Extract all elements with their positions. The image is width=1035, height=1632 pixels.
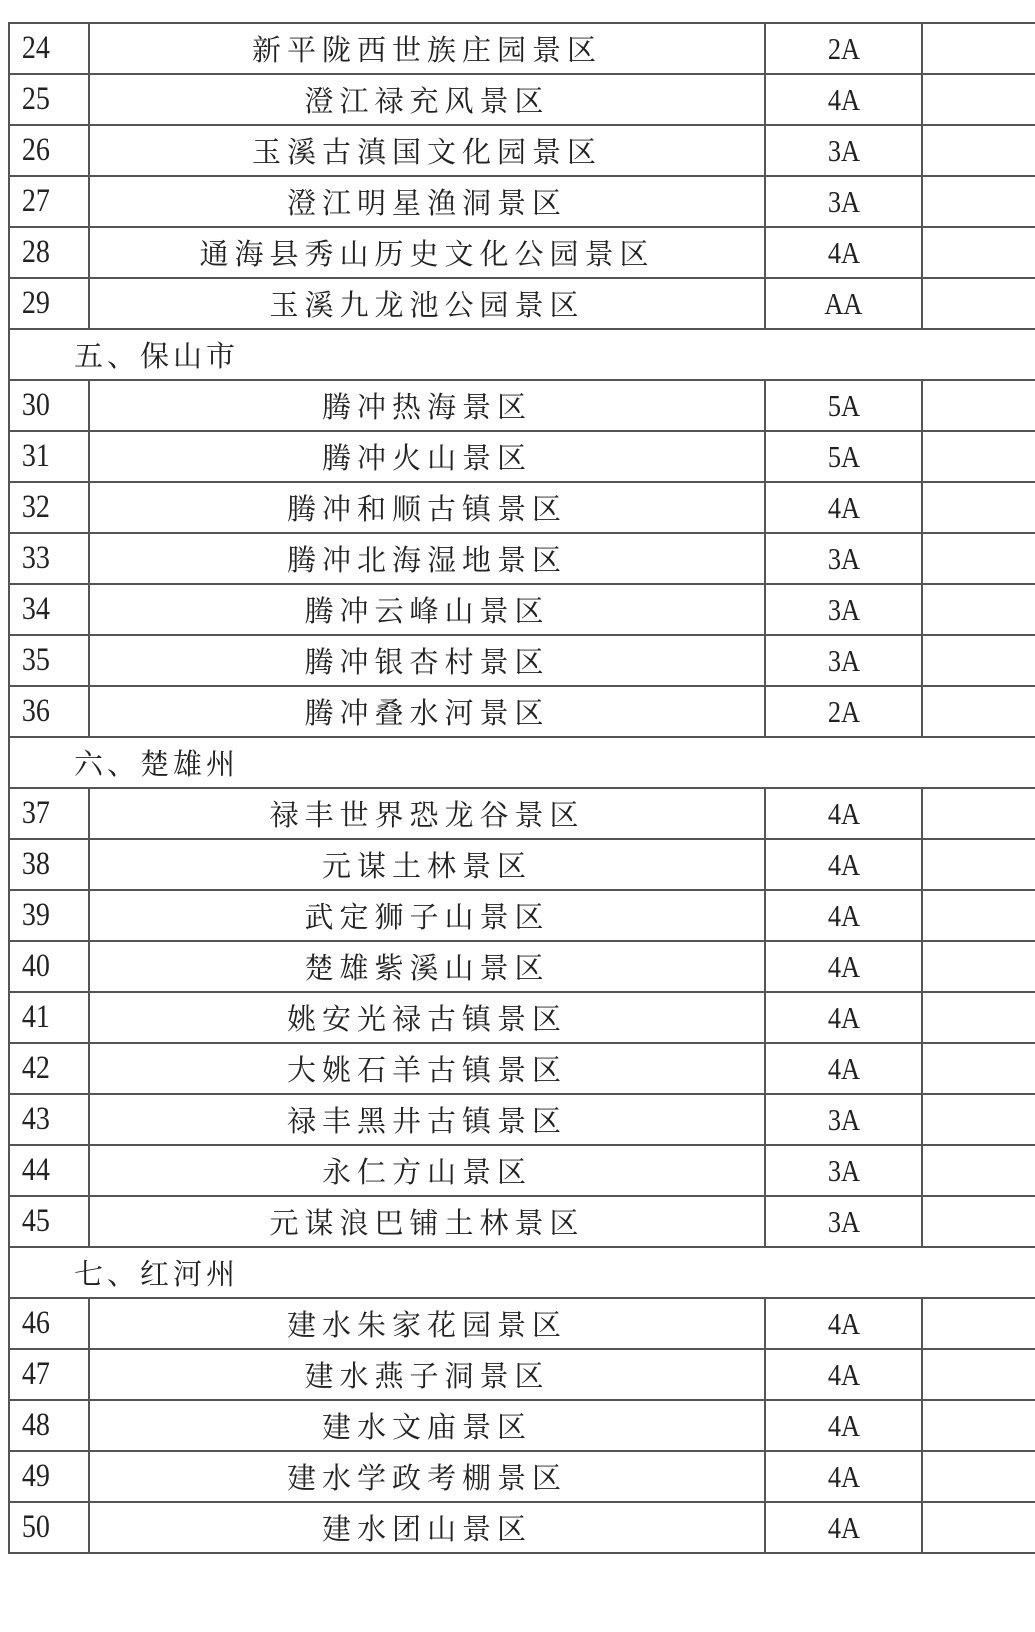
grade-cell	[765, 278, 922, 329]
empty-cell	[922, 1043, 1035, 1094]
number-cell	[9, 380, 89, 431]
number-cell	[9, 635, 89, 686]
empty-cell	[922, 1451, 1035, 1502]
row-number: 40	[21, 948, 50, 984]
row-number: 31	[21, 438, 50, 474]
table-row	[9, 176, 1035, 227]
row-number: 24	[21, 30, 50, 66]
grade-cell	[765, 482, 922, 533]
row-number: 48	[21, 1407, 50, 1443]
empty-cell	[922, 1502, 1035, 1553]
table-row	[9, 890, 1035, 941]
grade-cell	[765, 890, 922, 941]
row-number: 45	[21, 1203, 50, 1239]
number-cell	[9, 176, 89, 227]
number-cell	[9, 992, 89, 1043]
table-row	[9, 992, 1035, 1043]
row-number: 34	[21, 591, 50, 627]
table-row	[9, 533, 1035, 584]
scenic-name: 大姚石羊古镇景区	[89, 1043, 765, 1094]
scenic-name: 腾冲火山景区	[89, 431, 765, 482]
empty-cell	[922, 635, 1035, 686]
row-number: 47	[21, 1356, 50, 1392]
grade-cell	[765, 176, 922, 227]
grade-cell	[765, 1145, 922, 1196]
grade-cell	[765, 1349, 922, 1400]
scenic-name: 元谋土林景区	[89, 839, 765, 890]
row-number: 33	[21, 540, 50, 576]
row-number: 26	[21, 132, 50, 168]
number-cell	[9, 227, 89, 278]
scenic-name: 楚雄紫溪山景区	[89, 941, 765, 992]
number-cell	[9, 686, 89, 737]
grade-cell	[765, 1043, 922, 1094]
empty-cell	[922, 74, 1035, 125]
table-row	[9, 686, 1035, 737]
grade: 4A	[827, 1305, 860, 1341]
grade-cell	[765, 1451, 922, 1502]
section-title: 六、楚雄州	[9, 737, 1035, 788]
grade: 2A	[827, 693, 860, 729]
grade-cell	[765, 125, 922, 176]
grade: 4A	[827, 234, 860, 270]
grade-cell	[765, 635, 922, 686]
number-cell	[9, 1145, 89, 1196]
grade: 4A	[827, 1509, 860, 1545]
row-number: 44	[21, 1152, 50, 1188]
grade: 4A	[827, 846, 860, 882]
empty-cell	[922, 788, 1035, 839]
grade-cell	[765, 23, 922, 74]
scenic-name: 腾冲热海景区	[89, 380, 765, 431]
grade: 4A	[827, 795, 860, 831]
grade-cell	[765, 686, 922, 737]
grade: 4A	[827, 948, 860, 984]
number-cell	[9, 278, 89, 329]
scenic-name: 腾冲和顺古镇景区	[89, 482, 765, 533]
grade: 4A	[827, 1458, 860, 1494]
table-row	[9, 788, 1035, 839]
table-row	[9, 74, 1035, 125]
row-number: 37	[21, 795, 50, 831]
number-cell	[9, 788, 89, 839]
number-cell	[9, 839, 89, 890]
empty-cell	[922, 584, 1035, 635]
number-cell	[9, 74, 89, 125]
table-row	[9, 482, 1035, 533]
table-row	[9, 635, 1035, 686]
grade: 3A	[827, 183, 860, 219]
number-cell	[9, 890, 89, 941]
row-number: 29	[21, 285, 50, 321]
scenic-name: 姚安光禄古镇景区	[89, 992, 765, 1043]
empty-cell	[922, 482, 1035, 533]
grade: 2A	[827, 30, 860, 66]
number-cell	[9, 1502, 89, 1553]
number-cell	[9, 584, 89, 635]
scenic-name: 腾冲云峰山景区	[89, 584, 765, 635]
row-number: 36	[21, 693, 50, 729]
empty-cell	[922, 1196, 1035, 1247]
grade: AA	[824, 285, 863, 321]
empty-cell	[922, 1298, 1035, 1349]
grade-cell	[765, 839, 922, 890]
number-cell	[9, 533, 89, 584]
empty-cell	[922, 839, 1035, 890]
scenic-name: 禄丰黑井古镇景区	[89, 1094, 765, 1145]
scenic-name: 建水朱家花园景区	[89, 1298, 765, 1349]
empty-cell	[922, 227, 1035, 278]
row-number: 41	[21, 999, 50, 1035]
scenic-name: 腾冲北海湿地景区	[89, 533, 765, 584]
empty-cell	[922, 23, 1035, 74]
table-row	[9, 1349, 1035, 1400]
table-row	[9, 941, 1035, 992]
row-number: 32	[21, 489, 50, 525]
grade: 4A	[827, 81, 860, 117]
grade: 4A	[827, 1356, 860, 1392]
scenic-name: 澄江明星渔洞景区	[89, 176, 765, 227]
number-cell	[9, 431, 89, 482]
number-cell	[9, 482, 89, 533]
scenic-name: 玉溪九龙池公园景区	[89, 278, 765, 329]
number-cell	[9, 1298, 89, 1349]
scenic-name: 建水文庙景区	[89, 1400, 765, 1451]
row-number: 49	[21, 1458, 50, 1494]
empty-cell	[922, 125, 1035, 176]
section-title: 五、保山市	[9, 329, 1035, 380]
grade: 4A	[827, 489, 860, 525]
number-cell	[9, 1349, 89, 1400]
row-number: 27	[21, 183, 50, 219]
section-row	[9, 1247, 1035, 1298]
empty-cell	[922, 1094, 1035, 1145]
grade-cell	[765, 1094, 922, 1145]
section-title: 七、红河州	[9, 1247, 1035, 1298]
empty-cell	[922, 176, 1035, 227]
grade-cell	[765, 941, 922, 992]
number-cell	[9, 1400, 89, 1451]
table-row	[9, 1196, 1035, 1247]
empty-cell	[922, 941, 1035, 992]
scenic-name: 玉溪古滇国文化园景区	[89, 125, 765, 176]
grade: 5A	[827, 387, 860, 423]
row-number: 39	[21, 897, 50, 933]
table-row	[9, 1400, 1035, 1451]
scenic-name: 腾冲银杏村景区	[89, 635, 765, 686]
table-body	[9, 23, 1035, 1553]
row-number: 35	[21, 642, 50, 678]
empty-cell	[922, 992, 1035, 1043]
number-cell	[9, 1196, 89, 1247]
grade: 4A	[827, 897, 860, 933]
row-number: 46	[21, 1305, 50, 1341]
grade-cell	[765, 380, 922, 431]
table-row	[9, 227, 1035, 278]
number-cell	[9, 125, 89, 176]
scenic-name: 永仁方山景区	[89, 1145, 765, 1196]
empty-cell	[922, 686, 1035, 737]
grade-cell	[765, 1400, 922, 1451]
empty-cell	[922, 533, 1035, 584]
scenic-name: 新平陇西世族庄园景区	[89, 23, 765, 74]
number-cell	[9, 23, 89, 74]
scenic-name: 建水燕子洞景区	[89, 1349, 765, 1400]
row-number: 28	[21, 234, 50, 270]
grade: 4A	[827, 1050, 860, 1086]
grade-cell	[765, 992, 922, 1043]
scenic-name: 澄江禄充风景区	[89, 74, 765, 125]
grade-cell	[765, 74, 922, 125]
grade-cell	[765, 1196, 922, 1247]
empty-cell	[922, 1400, 1035, 1451]
empty-cell	[922, 890, 1035, 941]
grade-cell	[765, 584, 922, 635]
grade: 3A	[827, 540, 860, 576]
scenic-name: 腾冲叠水河景区	[89, 686, 765, 737]
table-row	[9, 1145, 1035, 1196]
scenic-name: 通海县秀山历史文化公园景区	[89, 227, 765, 278]
scenic-name: 建水团山景区	[89, 1502, 765, 1553]
scenic-area-table	[8, 22, 1035, 1554]
table-row	[9, 125, 1035, 176]
grade: 3A	[827, 591, 860, 627]
scenic-name: 元谋浪巴铺土林景区	[89, 1196, 765, 1247]
grade-cell	[765, 227, 922, 278]
row-number: 50	[21, 1509, 50, 1545]
grade-cell	[765, 1298, 922, 1349]
table-row	[9, 1451, 1035, 1502]
number-cell	[9, 1451, 89, 1502]
empty-cell	[922, 1349, 1035, 1400]
table-row	[9, 1094, 1035, 1145]
row-number: 42	[21, 1050, 50, 1086]
grade: 3A	[827, 642, 860, 678]
table-row	[9, 380, 1035, 431]
empty-cell	[922, 380, 1035, 431]
row-number: 43	[21, 1101, 50, 1137]
grade-cell	[765, 533, 922, 584]
empty-cell	[922, 431, 1035, 482]
table-row	[9, 23, 1035, 74]
table-row	[9, 1043, 1035, 1094]
grade: 4A	[827, 1407, 860, 1443]
table-row	[9, 278, 1035, 329]
scenic-name: 禄丰世界恐龙谷景区	[89, 788, 765, 839]
table-row	[9, 584, 1035, 635]
table-row	[9, 1502, 1035, 1553]
grade: 5A	[827, 438, 860, 474]
section-row	[9, 329, 1035, 380]
empty-cell	[922, 1145, 1035, 1196]
grade: 3A	[827, 132, 860, 168]
table-row	[9, 839, 1035, 890]
table-row	[9, 1298, 1035, 1349]
row-number: 38	[21, 846, 50, 882]
empty-cell	[922, 278, 1035, 329]
section-row	[9, 737, 1035, 788]
scenic-name: 武定狮子山景区	[89, 890, 765, 941]
table-row	[9, 431, 1035, 482]
row-number: 25	[21, 81, 50, 117]
number-cell	[9, 941, 89, 992]
grade: 3A	[827, 1152, 860, 1188]
grade-cell	[765, 431, 922, 482]
grade: 3A	[827, 1101, 860, 1137]
grade: 3A	[827, 1203, 860, 1239]
grade-cell	[765, 788, 922, 839]
number-cell	[9, 1094, 89, 1145]
grade: 4A	[827, 999, 860, 1035]
number-cell	[9, 1043, 89, 1094]
scenic-name: 建水学政考棚景区	[89, 1451, 765, 1502]
grade-cell	[765, 1502, 922, 1553]
row-number: 30	[21, 387, 50, 423]
